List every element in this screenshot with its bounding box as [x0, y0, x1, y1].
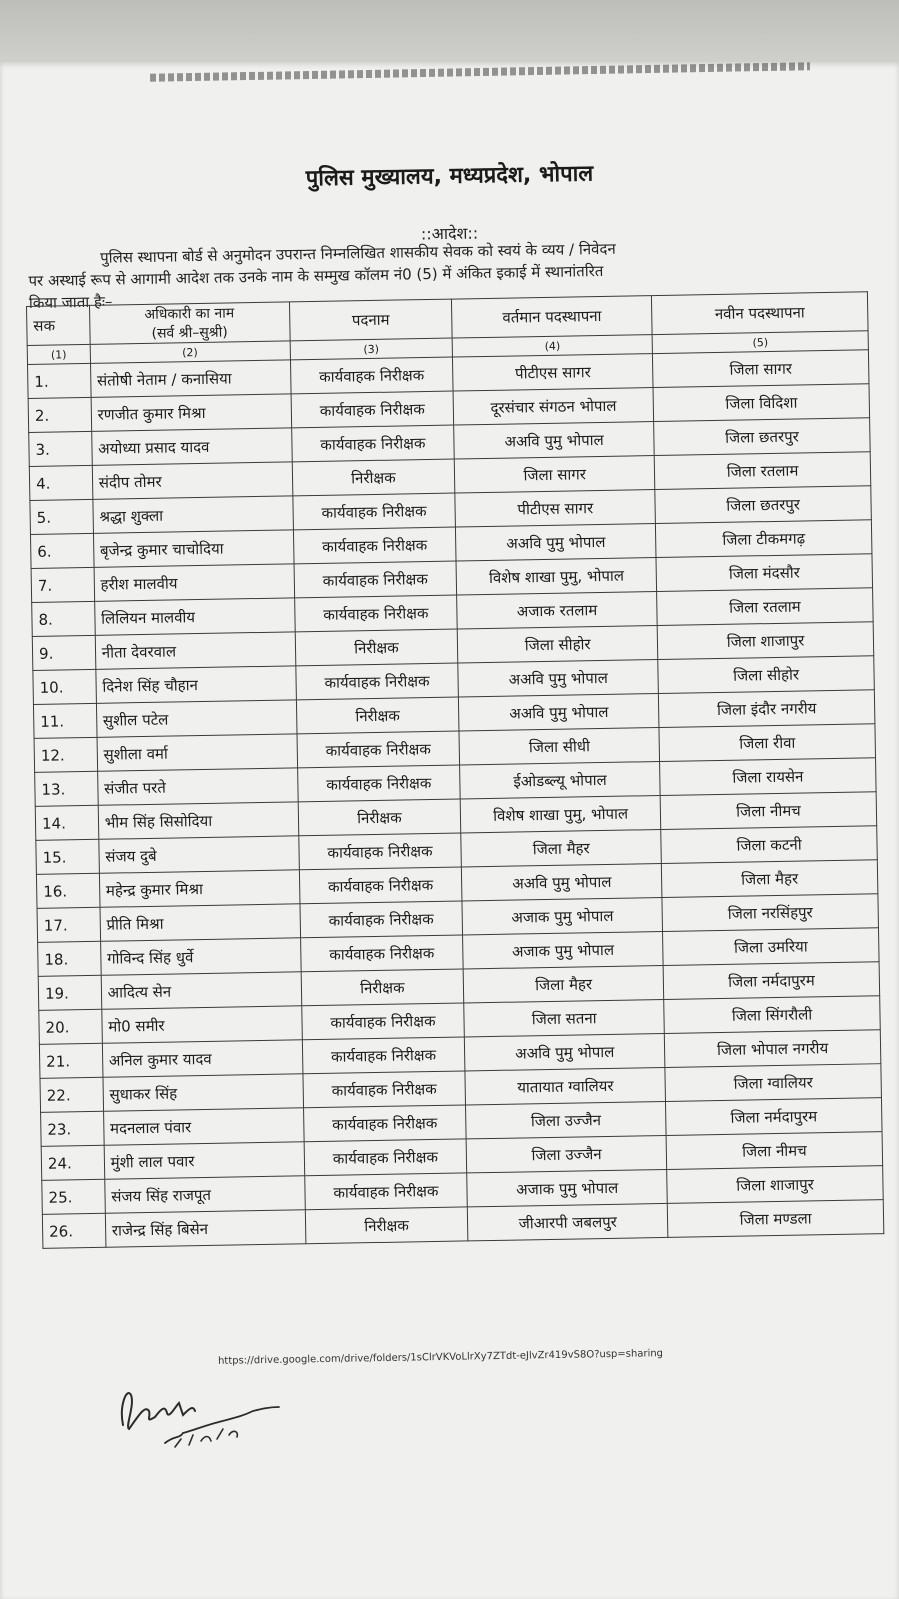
cell-designation: निरीक्षक [292, 459, 455, 496]
col-number: (4) [452, 335, 652, 357]
cell-designation: कार्यवाहक निरीक्षक [291, 425, 454, 462]
cell-designation: कार्यवाहक निरीक्षक [304, 1173, 467, 1210]
cell-name: संतोषी नेताम / कनासिया [90, 360, 290, 397]
cell-current-posting: अअवि पुमु भोपाल [454, 422, 654, 459]
cell-sno: 1. [28, 363, 91, 398]
intro-line-2: पर अस्थाई रूप से आगामी आदेश तक उनके नाम के सम्मुख कॉलम नं0 (5) में अंकित इकाई में स्थानांतरित [28, 261, 604, 290]
cell-sno: 13. [35, 771, 98, 806]
cell-new-posting: जिला मण्डला [667, 1200, 883, 1238]
header-name [89, 302, 290, 344]
cell-new-posting: जिला कटनी [661, 826, 877, 864]
cell-new-posting: जिला नीमच [666, 1132, 882, 1170]
cell-current-posting: दूरसंचार संगठन भोपाल [453, 388, 653, 425]
cell-current-posting: जिला मैहर [461, 829, 661, 866]
cell-designation: कार्यवाहक निरीक्षक [295, 663, 458, 700]
cell-name: संजय दुबे [99, 836, 299, 873]
header-name-sub: (सर्व श्री–सुश्री) [151, 324, 228, 342]
cell-new-posting: जिला रीवा [659, 724, 875, 762]
cell-name: गोविन्द सिंह धुर्वे [100, 938, 300, 975]
cell-sno: 3. [29, 431, 92, 466]
cell-current-posting: जीआरपी जबलपुर [468, 1203, 668, 1240]
cell-designation: कार्यवाहक निरीक्षक [304, 1139, 467, 1176]
intro-line-3: किया जाता हैः– [28, 292, 113, 312]
cell-new-posting: जिला शाजापुर [657, 622, 873, 660]
cell-current-posting: अअवि पुमु भोपाल [456, 524, 656, 561]
cell-sno: 6. [30, 533, 93, 568]
cell-name: संदीप तोमर [92, 462, 292, 499]
cell-new-posting: जिला सिंगरौली [664, 996, 880, 1034]
cell-sno: 2. [28, 397, 91, 432]
header-sno: सक [27, 305, 90, 345]
intro-line-1: पुलिस स्थापना बोर्ड से अनुमोदन उपरान्त निम्नलिखित शासकीय सेवक को स्वयं के व्यय / निवेदन [100, 239, 616, 267]
cell-sno: 20. [39, 1009, 102, 1044]
cell-current-posting: जिला मैहर [463, 965, 663, 1002]
cell-designation: कार्यवाहक निरीक्षक [293, 527, 456, 564]
cell-new-posting: जिला रतलाम [654, 452, 870, 490]
cell-current-posting: जिला उज्जैन [466, 1101, 666, 1138]
cell-sno: 8. [32, 601, 95, 636]
transfer-table-wrapper [26, 291, 884, 1249]
cell-current-posting: जिला सीहोर [457, 626, 657, 663]
handwritten-signature [105, 1365, 305, 1459]
cell-sno: 24. [41, 1145, 104, 1180]
cell-designation: कार्यवाहक निरीक्षक [290, 357, 453, 394]
cell-new-posting: जिला शाजापुर [667, 1166, 883, 1204]
cell-current-posting: अअवि पुमु भोपाल [462, 863, 662, 900]
cell-designation: कार्यवाहक निरीक्षक [297, 765, 460, 802]
cell-designation: कार्यवाहक निरीक्षक [291, 391, 454, 428]
cell-new-posting: जिला उमरिया [663, 928, 879, 966]
cell-designation: निरीक्षक [295, 629, 458, 666]
cell-designation: कार्यवाहक निरीक्षक [303, 1071, 466, 1108]
transfer-table [26, 291, 884, 1249]
cell-designation: कार्यवाहक निरीक्षक [302, 1037, 465, 1074]
cell-name: नीता देवरवाल [95, 632, 295, 669]
cell-designation: निरीक्षक [305, 1207, 468, 1244]
cell-new-posting: जिला नीमच [660, 792, 876, 830]
cell-current-posting: अअवि पुमु भोपाल [459, 694, 659, 731]
cell-designation: कार्यवाहक निरीक्षक [300, 935, 463, 972]
signature-icon [105, 1365, 305, 1455]
cell-designation: कार्यवाहक निरीक्षक [301, 1003, 464, 1040]
cell-designation: निरीक्षक [301, 969, 464, 1006]
cell-sno: 4. [29, 465, 92, 500]
cell-name: अनिल कुमार यादव [102, 1040, 302, 1077]
header-current: वर्तमान पदस्थापना [452, 296, 653, 338]
cell-name: रणजीत कुमार मिश्रा [91, 394, 291, 431]
cell-designation: कार्यवाहक निरीक्षक [298, 833, 461, 870]
cell-new-posting: जिला टीकमगढ़ [656, 520, 872, 558]
background-surface [0, 0, 899, 62]
cell-name: मुंशी लाल पवार [104, 1142, 304, 1179]
cell-designation: कार्यवाहक निरीक्षक [300, 901, 463, 938]
cell-current-posting: विशेष शाखा पुमु, भोपाल [460, 796, 660, 833]
cell-current-posting: जिला सीधी [459, 728, 659, 765]
cell-current-posting: ईओडब्ल्यू भोपाल [460, 762, 660, 799]
cell-name: संजय सिंह राजपूत [104, 1176, 304, 1213]
cell-new-posting: जिला सीहोर [658, 656, 874, 694]
cell-name: बृजेन्द्र कुमार चाचोदिया [93, 530, 293, 567]
col-number: (3) [290, 338, 453, 360]
cell-current-posting: जिला सतना [464, 999, 664, 1036]
cell-current-posting: अजाक पुमु भोपाल [467, 1169, 667, 1206]
cell-current-posting: पीटीएस सागर [453, 354, 653, 391]
cell-new-posting: जिला इंदौर नगरीय [658, 690, 874, 728]
header-designation: पदनाम [289, 299, 452, 341]
cell-name: मदनलाल पंवार [103, 1108, 303, 1145]
cell-designation: कार्यवाहक निरीक्षक [292, 493, 455, 530]
cell-name: भीम सिंह सिसोदिया [98, 802, 298, 839]
cell-designation: कार्यवाहक निरीक्षक [299, 867, 462, 904]
cell-sno: 5. [30, 499, 93, 534]
cell-sno: 17. [37, 907, 100, 942]
cell-new-posting: जिला सागर [653, 350, 869, 388]
cell-sno: 12. [34, 737, 97, 772]
cell-current-posting: अअवि पुमु भोपाल [465, 1033, 665, 1070]
col-number: (2) [90, 341, 290, 363]
cell-new-posting: जिला रतलाम [657, 588, 873, 626]
cell-current-posting: अजाक पुमु भोपाल [463, 931, 663, 968]
cell-designation: कार्यवाहक निरीक्षक [294, 595, 457, 632]
cell-name: हरीश मालवीय [94, 564, 294, 601]
cell-name: मो0 समीर [102, 1006, 302, 1043]
cell-designation: कार्यवाहक निरीक्षक [303, 1105, 466, 1142]
cell-name: अयोध्या प्रसाद यादव [91, 428, 291, 465]
cell-sno: 16. [36, 873, 99, 908]
cell-sno: 21. [39, 1043, 102, 1078]
cell-name: राजेन्द्र सिंह बिसेन [105, 1210, 305, 1247]
cell-new-posting: जिला नरसिंहपुर [662, 894, 878, 932]
cell-new-posting: जिला छतरपुर [654, 418, 870, 456]
cell-new-posting: जिला नर्मदापुरम [666, 1098, 882, 1136]
cell-name: सुशीला वर्मा [97, 734, 297, 771]
cell-sno: 19. [38, 975, 101, 1010]
cell-sno: 15. [36, 839, 99, 874]
cell-new-posting: जिला नर्मदापुरम [663, 962, 879, 1000]
cell-current-posting: अअवि पुमु भोपाल [458, 660, 658, 697]
cell-sno: 7. [31, 567, 94, 602]
cell-designation: निरीक्षक [298, 799, 461, 836]
cell-sno: 23. [41, 1111, 104, 1146]
cell-current-posting: अजाक रतलाम [457, 592, 657, 629]
cell-sno: 25. [42, 1179, 105, 1214]
cell-name: सुशील पटेल [96, 700, 296, 737]
header-name-label: अधिकारी का नाम [144, 305, 235, 323]
cell-current-posting: विशेष शाखा पुमु, भोपाल [456, 558, 656, 595]
order-heading: ::आदेश:: [420, 223, 479, 244]
cell-designation: कार्यवाहक निरीक्षक [294, 561, 457, 598]
cell-sno: 26. [42, 1213, 105, 1248]
cell-new-posting: जिला रायसेन [660, 758, 876, 796]
cell-new-posting: जिला विदिशा [653, 384, 869, 422]
cell-sno: 18. [38, 941, 101, 976]
cell-sno: 22. [40, 1077, 103, 1112]
footer-url: https://drive.google.com/drive/folders/1sClrVKVoLlrXy7ZTdt-eJlvZr419vS8O?usp=sharing [217, 1348, 664, 1367]
cell-current-posting: पीटीएस सागर [455, 490, 655, 527]
cell-name: महेन्द्र कुमार मिश्रा [99, 870, 299, 907]
col-number: (5) [652, 331, 868, 354]
document-title: पुलिस मुख्यालय, मध्यप्रदेश, भोपाल [305, 161, 594, 192]
cell-new-posting: जिला भोपाल नगरीय [664, 1030, 880, 1068]
col-number: (1) [27, 344, 90, 364]
cell-name: आदित्य सेन [101, 972, 301, 1009]
cell-current-posting: जिला सागर [454, 456, 654, 493]
header-new: नवीन पदस्थापना [652, 292, 869, 335]
cell-name: लिलियन मालवीय [94, 598, 294, 635]
cell-designation: निरीक्षक [296, 697, 459, 734]
cell-name: प्रीति मिश्रा [100, 904, 300, 941]
cell-current-posting: जिला उज्जैन [466, 1135, 666, 1172]
cell-name: दिनेश सिंह चौहान [96, 666, 296, 703]
cell-name: श्रद्धा शुक्ला [93, 496, 293, 533]
cell-name: संजीत परते [97, 768, 297, 805]
cell-sno: 11. [33, 703, 96, 738]
cell-new-posting: जिला मंदसौर [656, 554, 872, 592]
cell-current-posting: यातायात ग्वालियर [465, 1067, 665, 1104]
cell-designation: कार्यवाहक निरीक्षक [297, 731, 460, 768]
cell-name: सुधाकर सिंह [103, 1074, 303, 1111]
cell-new-posting: जिला छतरपुर [655, 486, 871, 524]
cell-sno: 9. [32, 635, 95, 670]
cell-new-posting: जिला मैहर [661, 860, 877, 898]
cell-sno: 14. [35, 805, 98, 840]
cell-new-posting: जिला ग्वालियर [665, 1064, 881, 1102]
cell-sno: 10. [33, 669, 96, 704]
cell-current-posting: अजाक पुमु भोपाल [462, 897, 662, 934]
